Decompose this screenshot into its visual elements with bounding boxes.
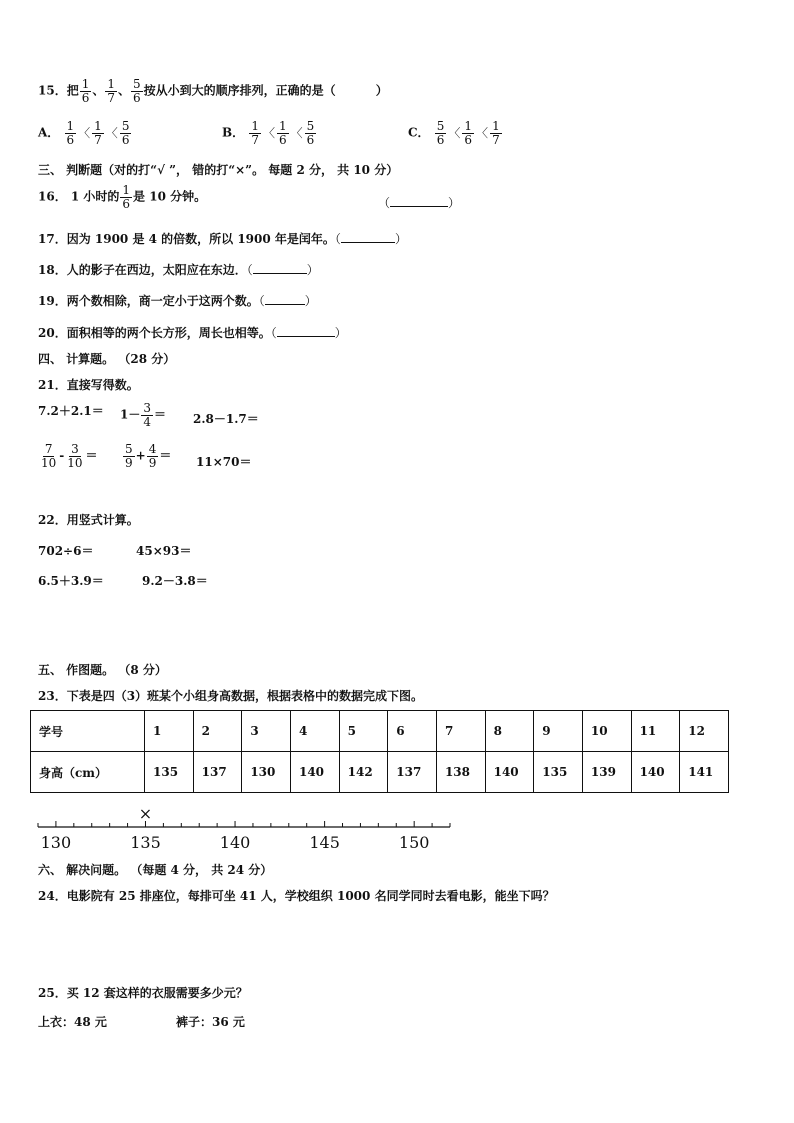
question-18 [38,261,319,278]
expression: ＝ [159,448,172,463]
fraction: $\frac{1}{6}$ [122,183,131,211]
table-cell: 130 [242,752,291,793]
table-cell: 4 [290,711,339,752]
calc-expression [38,402,104,419]
paren-open: （ [246,263,253,277]
calc-expression: 6.5＋3.9＝ [38,574,104,588]
table-cell: 5 [339,711,388,752]
option-a[interactable] [38,120,132,146]
table-cell: 135 [145,752,194,793]
question-text: 19．两个数相除，商一定小于这两个数。 [38,294,259,308]
separator: 、 [118,83,131,98]
fraction: $\frac{1}{7}$ [251,119,259,147]
less-than: 〈 [262,125,275,140]
table-cell: 12 [680,711,729,752]
table-cell: 140 [290,752,339,793]
answer-blank[interactable] [253,273,307,274]
less-than: 〈 [78,125,91,140]
answer-blank[interactable] [277,336,335,337]
fraction: $\frac{5}{6}$ [436,119,445,147]
fraction: $\frac{7}{10}$ [41,442,57,470]
table-cell: 3 [242,711,291,752]
question-text: 16． 1 小时的 [38,189,120,204]
table-cell: 135 [534,752,583,793]
answer-paren[interactable] [378,194,460,211]
answer-blank[interactable] [390,206,448,207]
fraction: $\frac{1}{7}$ [94,119,102,147]
table-cell: 2 [193,711,242,752]
paren-open: （ [270,326,277,340]
separator: 、 [92,83,105,98]
expression: 2.8－1.7＝ [193,412,259,426]
table-cell: 9 [534,711,583,752]
fraction: $\frac{4}{9}$ [148,442,157,470]
question-22-title: 22．用竖式计算。 [38,513,139,527]
table-cell: 139 [582,752,631,793]
section-heading: 四、 计算题。 （28 分） [38,352,176,366]
height-table [30,710,729,793]
calc-expression [120,402,166,428]
table-cell: 137 [388,752,437,793]
section-heading: 三、 判断题（对的打“√ ”， 错的打“×”。 每题 2 分， 共 10 分） [38,163,399,177]
axis-tick-label: 140 [219,833,251,852]
expression: ＝ [85,448,98,463]
fraction: $\frac{1}{6}$ [279,119,287,147]
less-than: 〈 [290,125,303,140]
paren-open: （ [378,196,391,210]
calc-expression [193,410,259,427]
paren-close: ） [448,196,461,210]
table-header-cell: 身高（cm） [31,752,145,793]
question-text: 18．人的影子在西边，太阳应在东边． [38,263,247,277]
option-b[interactable] [222,120,317,146]
fraction: $\frac{5}{6}$ [121,119,130,147]
paren-open: （ [334,232,341,246]
paren-open: （ [258,294,265,308]
question-text: 是 10 分钟。 [133,189,207,204]
paren-close: ） [304,294,317,308]
axis-tick-label: 135 [130,833,161,852]
expression: ＝ [154,407,167,422]
axis-tick-label: 150 [398,833,430,852]
section-heading: 六、 解决问题。 （每题 4 分， 共 24 分） [38,863,273,877]
calc-expression: 9.2－3.8＝ [142,574,208,588]
table-cell: 11 [631,711,680,752]
less-than: 〈 [105,125,118,140]
table-cell: 141 [680,752,729,793]
question-text: 把 [66,83,79,98]
paren-close: ） [306,263,319,277]
operator: - [59,448,65,463]
answer-blank[interactable] [265,304,305,305]
table-cell: 1 [145,711,194,752]
question-21-title: 21．直接写得数。 [38,378,139,392]
expression: 11×70＝ [196,455,252,469]
answer-blank[interactable] [341,242,395,243]
section-heading: 五、 作图题。 （8 分） [38,663,167,677]
table-cell: 140 [631,752,680,793]
axis-tick-label: 145 [309,833,340,852]
calc-expression: 702÷6＝ [38,544,94,558]
fraction: $\frac{5}{6}$ [306,119,315,147]
operator: + [135,448,146,463]
question-15 [38,78,388,104]
option-label: C． [408,125,430,140]
option-label: A． [38,125,60,140]
fraction: $\frac{1}{6}$ [81,77,90,105]
table-cell: 8 [485,711,534,752]
question-text: 17．因为 1900 是 4 的倍数，所以 1900 年是闰年。 [38,232,335,246]
calc-expression: 45×93＝ [136,544,192,558]
fraction: $\frac{5}{9}$ [125,442,133,470]
calc-expression [38,443,98,469]
table-cell: 10 [582,711,631,752]
price-pants: 裤子：36 元 [176,1015,245,1029]
table-row [31,711,729,752]
fraction: $\frac{3}{10}$ [67,442,83,470]
question-number: 15． [38,83,67,98]
paren-close: ） [375,83,388,98]
fraction: $\frac{1}{7}$ [107,77,116,105]
paren-close: ） [334,326,347,340]
question-19 [38,292,317,309]
table-cell: 7 [436,711,485,752]
less-than: 〈 [476,125,489,140]
question-text: 按从小到大的顺序排列，正确的是（ [143,83,336,98]
question-20 [38,324,347,341]
table-header-cell: 学号 [31,711,145,752]
calc-expression [196,453,251,470]
table-cell: 142 [339,752,388,793]
option-c[interactable] [408,120,503,146]
table-cell: 140 [485,752,534,793]
table-row [31,752,729,793]
fraction: $\frac{5}{6}$ [133,77,141,105]
expression: 1－ [120,407,141,422]
expression: 7.2＋2.1＝ [38,404,104,418]
paren-close: ） [394,232,407,246]
less-than: 〈 [448,125,461,140]
question-16 [38,184,206,210]
fraction: $\frac{1}{6}$ [66,119,75,147]
question-24: 24．电影院有 25 排座位，每排可坐 41 人，学校组织 1000 名同学同时去看电影，能坐下吗？ [38,889,555,903]
data-mark-cross: × [138,804,153,823]
question-23-title: 23．下表是四（3）班某个小组身高数据，根据表格中的数据完成下图。 [38,689,424,703]
fraction: $\frac{3}{4}$ [143,401,151,429]
option-label: B． [222,125,245,140]
table-cell: 138 [436,752,485,793]
table-cell: 6 [388,711,437,752]
question-25: 25．买 12 套这样的衣服需要多少元？ [38,986,248,1000]
question-text: 20．面积相等的两个长方形，周长也相等。 [38,326,271,340]
price-top: 上衣：48 元 [38,1015,107,1029]
number-line [0,795,794,855]
axis-tick-label: 130 [40,833,72,852]
question-17 [38,230,407,247]
fraction: $\frac{1}{7}$ [492,119,500,147]
calc-expression [122,443,171,469]
fraction: $\frac{1}{6}$ [464,119,473,147]
table-cell: 137 [193,752,242,793]
